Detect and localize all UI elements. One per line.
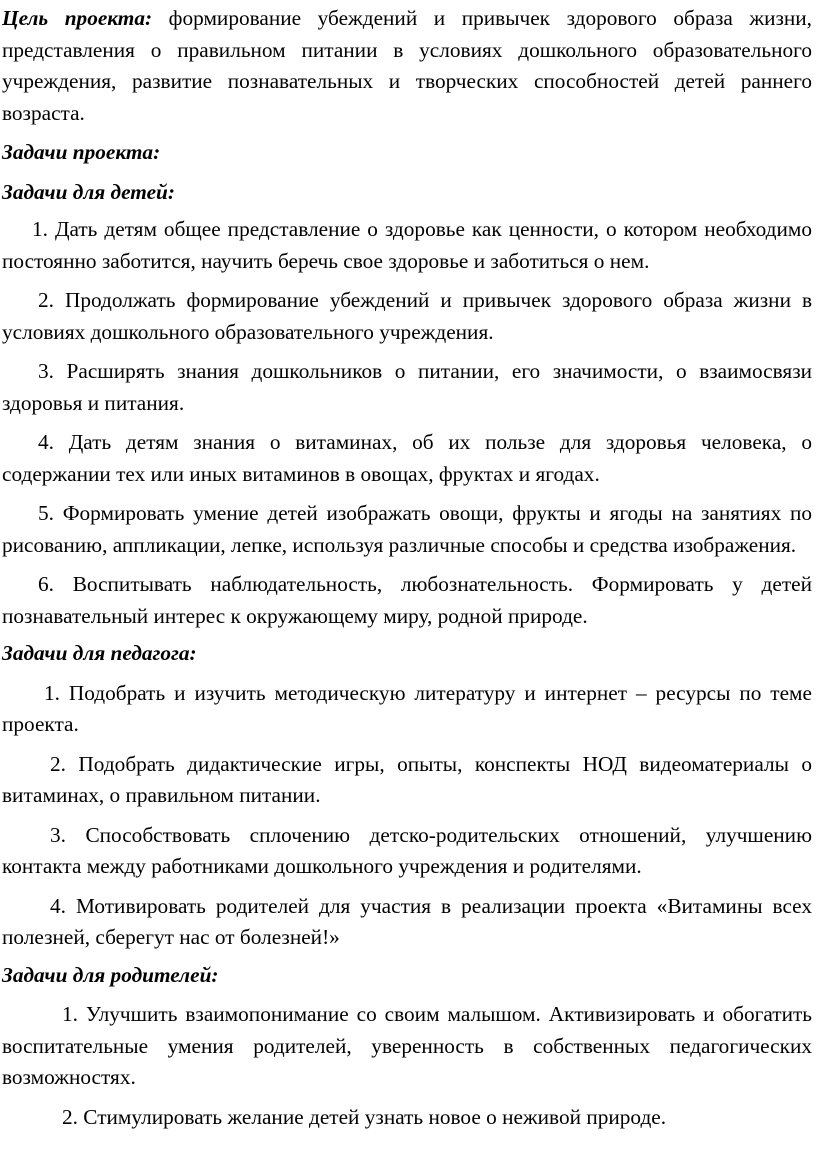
project-goal <box>2 3 812 129</box>
document-page <box>2 0 812 1133</box>
children-task-4: 4. Дать детям знания о витаминах, об их пользе для здоровья человека, о содержании тех или иных витаминов в овощах, фруктах и ягодах. <box>2 430 812 486</box>
parents-task-2: 2. Стимулировать желание детей узнать новое о неживой природе. <box>62 1104 667 1129</box>
children-task-1: 1. Дать детям общее представление о здоровье как ценности, о котором необходимо постоянно заботится, научить беречь свое здоровье и заботиться о нем. <box>2 217 812 273</box>
teacher-task-1: 1. Подобрать и изучить методическую литературу и интернет – ресурсы по теме проекта. <box>2 680 812 736</box>
parents-tasks-heading: Задачи для родителей: <box>2 962 219 987</box>
children-task-5: 5. Формировать умение детей изображать овощи, фрукты и ягоды на занятиях по рисованию, аппликации, лепке, используя различные способы и средства изображения. <box>2 501 812 557</box>
teacher-tasks-heading: Задачи для педагога: <box>2 641 197 665</box>
children-tasks-heading: Задачи для детей: <box>2 179 175 204</box>
children-task-6: 6. Воспитывать наблюдательность, любознательность. Формировать у детей познавательный интерес к окружающему миру, родной природе. <box>2 572 812 628</box>
children-task-2: 2. Продолжать формирование убеждений и привычек здорового образа жизни в условиях дошкольного образовательного учреждения. <box>2 288 812 344</box>
tasks-heading: Задачи проекта: <box>2 140 161 164</box>
project-goal-text: формирование убеждений и привычек здорового образа жизни, представления о правильном питании в условиях дошкольного образовательного учреждения, развитие познавательных и творческих способностей детей раннего возраста. <box>2 6 812 125</box>
children-task-3: 3. Расширять знания дошкольников о питании, его значимости, о взаимосвязи здоровья и питания. <box>2 359 812 415</box>
teacher-task-2: 2. Подобрать дидактические игры, опыты, конспекты НОД видеоматериалы о витаминах, о правильном питании. <box>2 751 812 807</box>
project-goal-label: Цель проекта: <box>2 6 153 30</box>
parents-task-1: 1. Улучшить взаимопонимание со своим малышом. Активизировать и обогатить воспитательные умения родителей, уверенность в собственных педагогических возможностях. <box>2 1002 812 1089</box>
teacher-task-3: 3. Способствовать сплочению детско-родительских отношений, улучшению контакта между работниками дошкольного учреждения и родителями. <box>2 822 812 878</box>
teacher-task-4: 4. Мотивировать родителей для участия в реализации проекта «Витамины всех полезней, сберегут нас от болезней!» <box>2 893 812 949</box>
